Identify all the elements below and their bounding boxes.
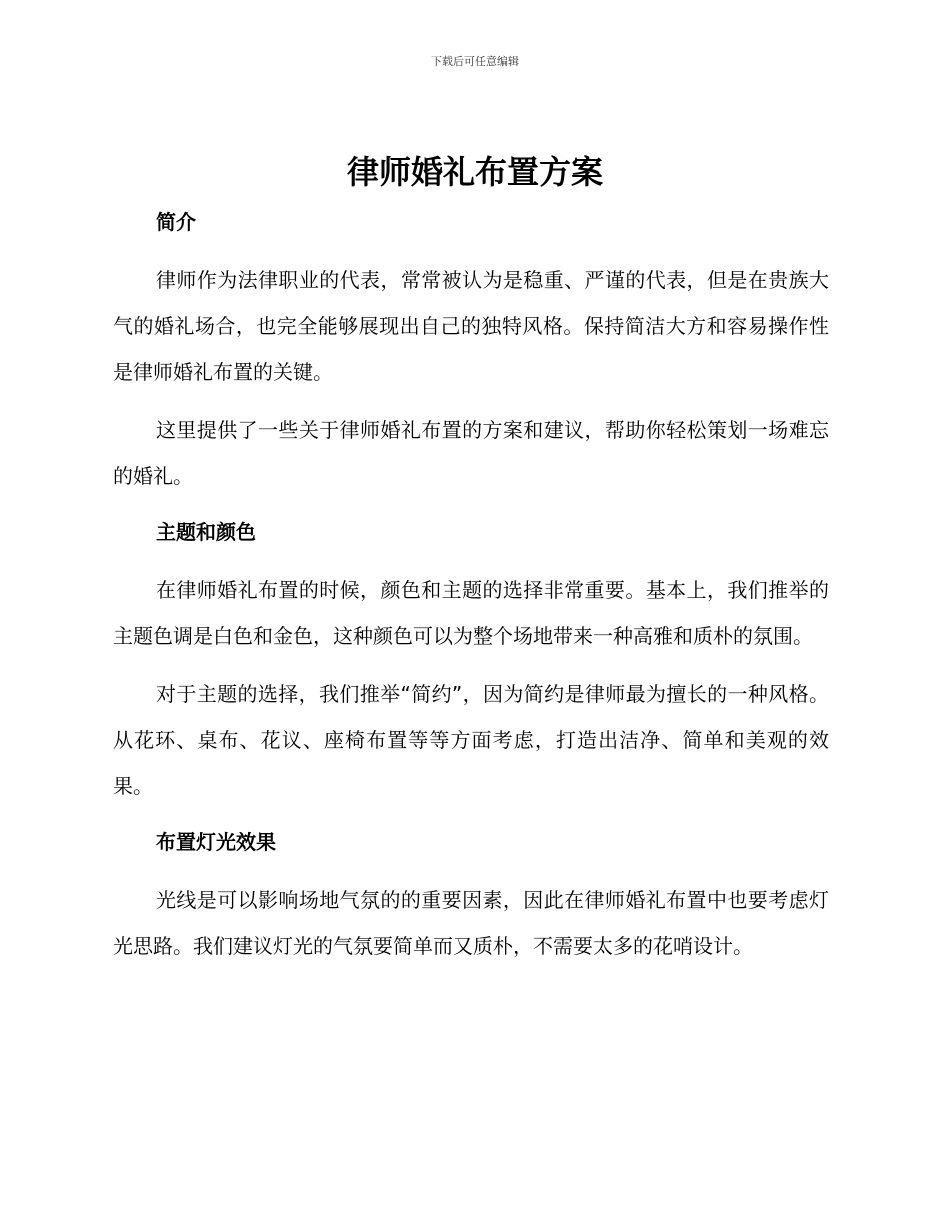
section-heading: 主题和颜色 <box>156 520 256 544</box>
paragraph: 在律师婚礼布置的时候，颜色和主题的选择非常重要。基本上，我们推举的主题色调是白色和金色，这种颜色可以为整个场地带来一种高雅和质朴的氛围。 <box>113 578 829 648</box>
section-heading: 布置灯光效果 <box>156 830 276 854</box>
document-body <box>113 199 829 969</box>
document-title: 律师婚礼布置方案 <box>346 153 603 191</box>
page-header-note: 下载后可任意编辑 <box>431 55 519 68</box>
paragraph: 光线是可以影响场地气氛的的重要因素，因此在律师婚礼布置中也要考虑灯光思路。我们建议灯光的气氛要简单而又质朴，不需要太多的花哨设计。 <box>113 888 829 958</box>
section-lighting <box>113 819 829 969</box>
section-heading: 简介 <box>156 210 196 234</box>
paragraph: 这里提供了一些关于律师婚礼布置的方案和建议，帮助你轻松策划一场难忘的婚礼。 <box>113 418 829 488</box>
paragraph: 对于主题的选择，我们推举“简约”，因为简约是律师最为擅长的一种风格。从花环、桌布、花议、座椅布置等等方面考虑，打造出洁净、简单和美观的效果。 <box>113 682 829 798</box>
section-introduction <box>113 199 829 499</box>
section-theme-and-color <box>113 509 829 809</box>
paragraph: 律师作为法律职业的代表，常常被认为是稳重、严谨的代表，但是在贵族大气的婚礼场合，也完全能够展现出自己的独特风格。保持简洁大方和容易操作性是律师婚礼布置的关键。 <box>113 268 829 384</box>
